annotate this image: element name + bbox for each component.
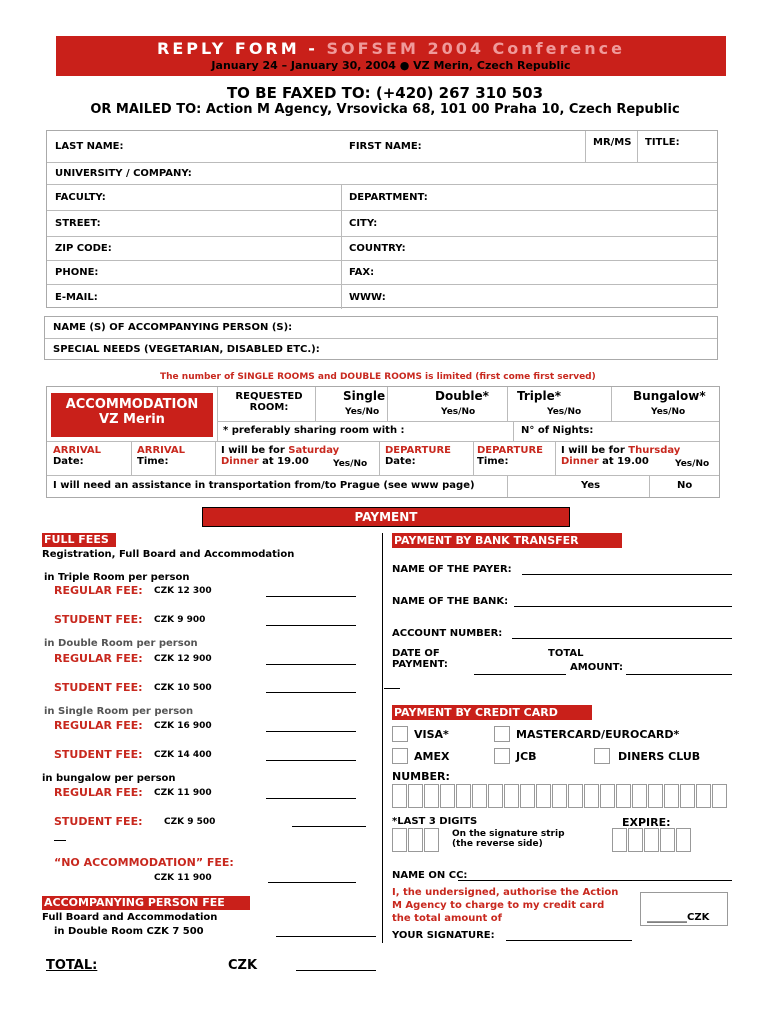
first-name-field[interactable]: FIRST NAME: [341, 131, 585, 163]
digit-box[interactable] [696, 784, 711, 808]
digit-box[interactable] [676, 828, 691, 852]
digit-box[interactable] [584, 784, 599, 808]
authorise-text: I, the undersigned, authorise the Action M Agency to charge to my credit card the total amount of [392, 887, 619, 924]
card-number-input[interactable] [392, 784, 728, 808]
bungalow-student-line[interactable] [292, 826, 366, 827]
amount-line[interactable] [626, 674, 732, 675]
amount-label: AMOUNT: [570, 662, 623, 673]
digit-box[interactable] [424, 828, 439, 852]
double-regular-label: REGULAR FEE: [54, 652, 143, 665]
triple-student-label: STUDENT FEE: [54, 613, 143, 626]
triple-student-line[interactable] [266, 625, 356, 626]
visa-label: VISA* [414, 728, 449, 741]
university-field[interactable]: UNIVERSITY / COMPANY: [47, 163, 717, 185]
no-accommodation-line[interactable] [268, 882, 356, 883]
thursday-dinner: I will be for Thursday Dinner at 19.00 [561, 445, 681, 467]
bungalow-regular-fee: CZK 11 900 [154, 788, 212, 798]
transport-assistance: I will need an assistance in transportation from/to Prague (see www page) [53, 480, 475, 491]
single-label: Single [343, 389, 386, 403]
diners-checkbox[interactable] [594, 748, 610, 764]
digit-box[interactable] [408, 828, 423, 852]
mastercard-label: MASTERCARD/EUROCARD* [516, 728, 680, 741]
cvv-input[interactable] [392, 828, 440, 852]
digit-box[interactable] [616, 784, 631, 808]
title-field[interactable]: TITLE: [637, 131, 717, 163]
double-student-line[interactable] [266, 692, 356, 693]
digit-box[interactable] [536, 784, 551, 808]
mail-line: OR MAILED TO: Action M Agency, Vrsovicka 68, 101 00 Praha 10, Czech Republic [90, 102, 680, 117]
zip-code-field[interactable]: ZIP CODE: [47, 237, 341, 261]
digit-box[interactable] [440, 784, 455, 808]
no-accommodation-label: “NO ACCOMMODATION” FEE: [54, 856, 234, 869]
payer-line[interactable] [522, 574, 732, 575]
credit-card-heading: PAYMENT BY CREDIT CARD [392, 705, 592, 720]
digit-box[interactable] [664, 784, 679, 808]
reg-full-board-label: Registration, Full Board and Accommodation [42, 549, 295, 560]
payment-title: PAYMENT [202, 507, 570, 527]
www-field[interactable]: WWW: [349, 291, 386, 303]
amex-label: AMEX [414, 750, 450, 763]
triple-regular-label: REGULAR FEE: [54, 584, 143, 597]
triple-yesno[interactable]: Yes/No [547, 407, 582, 417]
single-yesno[interactable]: Yes/No [345, 407, 380, 417]
digit-box[interactable] [424, 784, 439, 808]
bungalow-regular-line[interactable] [266, 798, 356, 799]
mastercard-checkbox[interactable] [494, 726, 510, 742]
sharing-room-field[interactable]: * preferably sharing room with : [223, 425, 405, 436]
total-currency: CZK [228, 958, 258, 973]
thursday-yesno[interactable]: Yes/No [675, 459, 710, 469]
conference-name: SOFSEM 2004 Conference [326, 39, 625, 58]
payer-label: NAME OF THE PAYER: [392, 564, 512, 575]
no-accommodation-fee: CZK 11 900 [154, 873, 212, 883]
digit-box[interactable] [660, 828, 675, 852]
account-label: ACCOUNT NUMBER: [392, 628, 503, 639]
departure-date-field[interactable]: DEPARTURE Date: [385, 445, 452, 467]
bungalow-student-fee: CZK 9 500 [164, 817, 216, 827]
amex-checkbox[interactable] [392, 748, 408, 764]
signature-line[interactable] [506, 940, 632, 941]
conference-dates: January 24 – January 30, 2004 ● VZ Merin, Czech Republic [211, 59, 571, 72]
full-fees-heading: FULL FEES [42, 533, 116, 547]
special-needs-field[interactable]: SPECIAL NEEDS (VEGETARIAN, DISABLED ETC.): [53, 343, 320, 355]
double-student-label: STUDENT FEE: [54, 681, 143, 694]
mr-ms-field[interactable]: MR/MS [585, 131, 637, 163]
country-field[interactable]: COUNTRY: [341, 237, 717, 261]
saturday-yesno[interactable]: Yes/No [333, 459, 368, 469]
digit-box[interactable] [408, 784, 423, 808]
double-room-label: in Double Room per person [44, 638, 198, 649]
form-title: REPLY FORM - SOFSEM 2004 Conference [157, 39, 625, 58]
rooms-limit-note: The number of SINGLE ROOMS and DOUBLE ROOMS is limited (first come first served) [160, 372, 596, 382]
double-regular-fee: CZK 12 900 [154, 654, 212, 664]
bungalow-regular-label: REGULAR FEE: [54, 786, 143, 799]
single-regular-fee: CZK 16 900 [154, 721, 212, 731]
requested-room-label: REQUESTED ROOM: [235, 391, 303, 413]
department-field[interactable]: DEPARTMENT: [341, 185, 717, 211]
digit-box[interactable] [392, 828, 407, 852]
digit-box[interactable] [488, 784, 503, 808]
total-label: TOTAL: [46, 958, 98, 973]
single-student-line[interactable] [266, 760, 356, 761]
arrival-date-field[interactable]: ARRIVAL Date: [53, 445, 102, 467]
digit-box[interactable] [712, 784, 727, 808]
accompanying-table [44, 316, 718, 360]
expire-label: EXPIRE: [622, 816, 671, 829]
personal-details-table [46, 130, 718, 308]
single-room-label: in Single Room per person [44, 706, 194, 717]
accommodation-title: ACCOMMODATION VZ Merin [51, 393, 213, 437]
signature-label: YOUR SIGNATURE: [392, 930, 495, 941]
last-name-field[interactable]: LAST NAME: [47, 131, 341, 163]
street-field[interactable]: STREET: [47, 211, 341, 237]
triple-room-label: in Triple Room per person [44, 572, 190, 583]
acc-double-room-label: in Double Room CZK 7 500 [54, 926, 204, 937]
form-header [56, 36, 726, 76]
double-label: Double* [435, 389, 489, 403]
bank-line[interactable] [514, 606, 732, 607]
nights-field[interactable]: N° of Nights: [521, 425, 594, 436]
accompanying-fee-heading: ACCOMPANYING PERSON FEE [42, 896, 250, 910]
bungalow-label: Bungalow* [633, 389, 706, 403]
fax-line: TO BE FAXED TO: (+420) 267 310 503 [226, 84, 544, 102]
digit-box[interactable] [600, 784, 615, 808]
digit-box[interactable] [552, 784, 567, 808]
transport-no[interactable]: No [677, 480, 693, 491]
charge-amount-box[interactable]: ________CZK [640, 892, 728, 926]
bank-transfer-heading: PAYMENT BY BANK TRANSFER [392, 533, 622, 548]
double-student-fee: CZK 10 500 [154, 683, 212, 693]
diners-label: DINERS CLUB [618, 750, 701, 763]
departure-time-field[interactable]: DEPARTURE Time: [477, 445, 544, 467]
single-student-label: STUDENT FEE: [54, 748, 143, 761]
digit-box[interactable] [680, 784, 695, 808]
name-on-cc-label: NAME ON CC: [392, 870, 468, 881]
name-on-cc-line[interactable] [458, 880, 732, 881]
digit-box[interactable] [392, 784, 407, 808]
bank-label: NAME OF THE BANK: [392, 596, 509, 607]
triple-regular-line[interactable] [266, 596, 356, 597]
account-line[interactable] [512, 638, 732, 639]
bungalow-yesno[interactable]: Yes/No [651, 407, 686, 417]
digit-box[interactable] [520, 784, 535, 808]
total-line[interactable] [296, 970, 376, 971]
last-3-digits-label: *LAST 3 DIGITS [392, 816, 478, 827]
jcb-checkbox[interactable] [494, 748, 510, 764]
digit-box[interactable] [632, 784, 647, 808]
phone-field[interactable]: PHONE: [47, 261, 341, 285]
digit-box[interactable] [612, 828, 627, 852]
fax-field[interactable]: FAX: [341, 261, 717, 285]
digit-box[interactable] [504, 784, 519, 808]
digit-box[interactable] [456, 784, 471, 808]
digit-box[interactable] [628, 828, 643, 852]
card-number-label: NUMBER: [392, 770, 450, 783]
accommodation-table [46, 386, 720, 498]
acc-board-label: Full Board and Accommodation [42, 912, 218, 923]
arrival-time-field[interactable]: ARRIVAL Time: [137, 445, 186, 467]
triple-student-fee: CZK 9 900 [154, 615, 206, 625]
digit-box[interactable] [472, 784, 487, 808]
triple-regular-fee: CZK 12 300 [154, 586, 212, 596]
city-field[interactable]: CITY: [341, 211, 717, 237]
triple-label: Triple* [517, 389, 562, 403]
double-yesno[interactable]: Yes/No [441, 407, 476, 417]
digit-box[interactable] [568, 784, 583, 808]
accompanying-persons-field[interactable]: NAME (S) OF ACCOMPANYING PERSON (S): [45, 317, 717, 339]
single-regular-label: REGULAR FEE: [54, 719, 143, 732]
transport-yes[interactable]: Yes [581, 480, 601, 491]
bungalow-label: in bungalow per person [42, 773, 176, 784]
saturday-dinner: I will be for Saturday Dinner at 19.00 [221, 445, 340, 467]
single-student-fee: CZK 14 400 [154, 750, 212, 760]
visa-checkbox[interactable] [392, 726, 408, 742]
digit-box[interactable] [648, 784, 663, 808]
jcb-label: JCB [516, 750, 537, 763]
faculty-field[interactable]: FACULTY: [47, 185, 341, 211]
bungalow-student-label: STUDENT FEE: [54, 815, 143, 828]
expire-input[interactable] [612, 828, 692, 852]
total-amount-label: TOTAL [548, 648, 584, 659]
single-regular-line[interactable] [266, 731, 356, 732]
accompanying-fee-line[interactable] [276, 936, 376, 937]
date-of-payment-label: DATE OF PAYMENT: [392, 648, 448, 670]
digit-box[interactable] [644, 828, 659, 852]
date-of-payment-line[interactable] [474, 674, 566, 675]
signature-strip-note: On the signature strip (the reverse side) [452, 829, 565, 849]
email-field[interactable]: E-MAIL: [55, 291, 98, 303]
double-regular-line[interactable] [266, 664, 356, 665]
